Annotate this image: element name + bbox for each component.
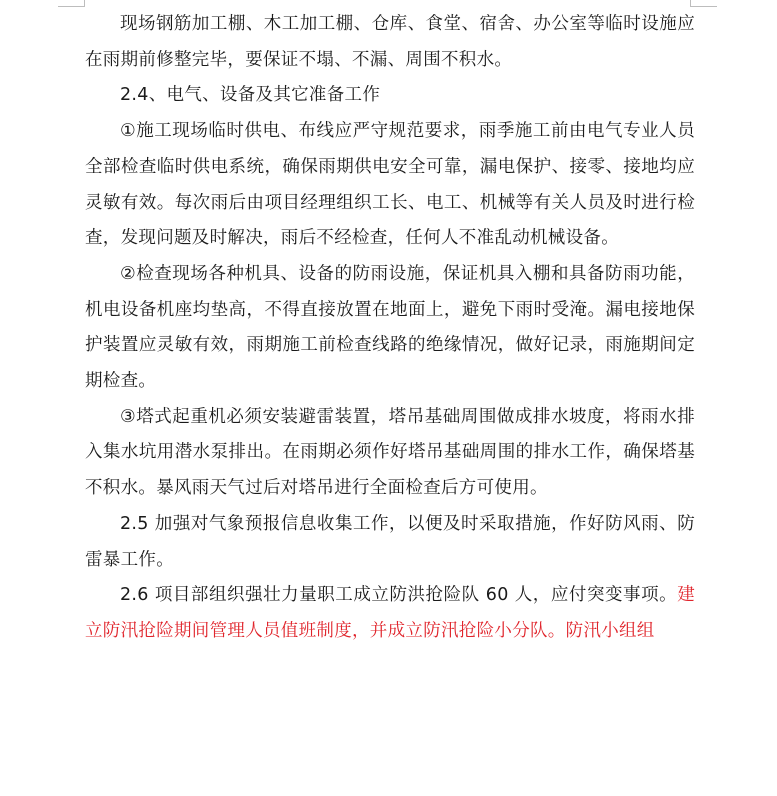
paragraph-temporary-facilities: 现场钢筋加工棚、木工加工棚、仓库、食堂、宿舍、办公室等临时设施应在雨期前修整完毕，要保证不塌、不漏、周围不积水。 [85, 14, 695, 70]
paragraph-equipment-rain-protection: ②检查现场各种机具、设备的防雨设施，保证机具入棚和具备防雨功能，机电设备机座均垫高，不得直接放置在地面上，避免下雨时受淹。漏电接地保护装置应灵敏有效，雨期施工前检查线路的绝缘情况，做好记录，雨施期间定期检查。 [85, 263, 695, 392]
paragraph-temporary-power-supply: ①施工现场临时供电、布线应严守规范要求，雨季施工前由电气专业人员全部检查临时供电系统，确保雨期供电安全可靠，漏电保护、接零、接地均应灵敏有效。每次雨后由项目经理组织工长、电工、机械等有关人员及时进行检查，发现问题及时解决，雨后不经检查，任何人不准乱动机械设备。 [85, 121, 695, 249]
section-heading-electrical-equipment: 2.4、电气、设备及其它准备工作 [120, 85, 381, 106]
document-body [85, 7, 695, 650]
highlighted-text: 建立防汛抢险期间管理人员值班制度，并成立防汛抢险小分队。防汛小组组 [85, 585, 695, 641]
margin-corner-mark-right [690, 0, 717, 7]
margin-corner-mark-left [58, 0, 85, 7]
paragraph-weather-forecast: 2.5 加强对气象预报信息收集工作，以便及时采取措施，作好防风雨、防雷暴工作。 [85, 513, 695, 570]
paragraph-flood-rescue-text: 2.6 项目部组织强壮力量职工成立防洪抢险队 60 人，应付突变事项。 [120, 585, 678, 606]
paragraph-tower-crane-protection: ③塔式起重机必须安装避雷装置，塔吊基础周围做成排水坡度，将雨水排入集水坑用潜水泵排出。在雨期必须作好塔吊基础周围的排水工作，确保塔基不积水。暴风雨天气过后对塔吊进行全面检查后方可使用。 [85, 406, 695, 499]
paragraph-flood-rescue-team [85, 578, 695, 649]
